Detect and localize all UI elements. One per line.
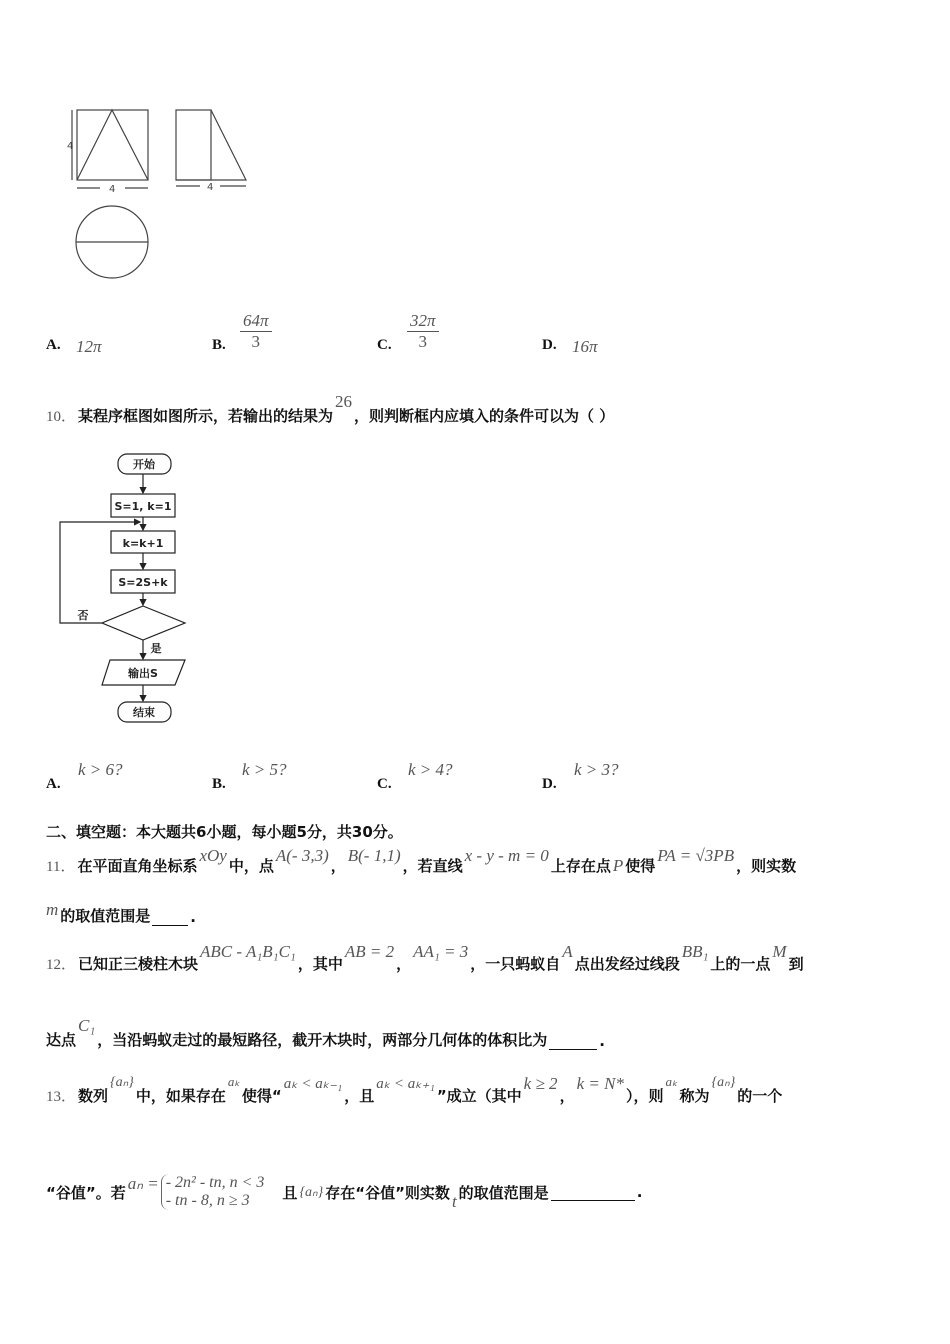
flow-output: 输出S bbox=[128, 667, 158, 680]
question-number: 10． bbox=[46, 409, 77, 425]
denominator: 3 bbox=[251, 332, 261, 351]
math: AA₁ = 3 bbox=[413, 942, 469, 961]
q10-text: ，则判断框内应填入的条件可以为（ ） bbox=[354, 407, 615, 425]
q9-option-b-letter: B. bbox=[212, 337, 226, 353]
q12-line1 bbox=[46, 942, 804, 974]
side-view-rect bbox=[176, 110, 211, 180]
text: 使得“ bbox=[241, 1087, 282, 1105]
flow-start: 开始 bbox=[133, 458, 155, 471]
case-1: - 2n² - tn, n < 3 bbox=[165, 1174, 265, 1191]
text: 存在“谷值”则实数 bbox=[325, 1183, 450, 1202]
flow-no-label: 否 bbox=[77, 609, 89, 622]
text: 到 bbox=[788, 955, 804, 973]
math: aₖ bbox=[665, 1074, 678, 1089]
three-view-figure bbox=[40, 100, 270, 290]
math: aₙ = bbox=[127, 1174, 159, 1193]
q10-option-a-letter: A. bbox=[46, 776, 61, 792]
numerator: 64π bbox=[240, 311, 272, 332]
question-number: 12． bbox=[46, 957, 77, 973]
math: aₖ bbox=[227, 1074, 240, 1089]
text: 点出发经过线段 bbox=[574, 955, 680, 973]
text: ，当沿蚂蚁走过的最短路径，截开木块时，两部分几何体的体积比为 bbox=[97, 1031, 548, 1049]
text: 中，如果存在 bbox=[135, 1087, 226, 1105]
text: “谷值”。若 bbox=[46, 1183, 126, 1202]
text: 已知正三棱柱木块 bbox=[78, 955, 199, 973]
question-number: 11． bbox=[46, 859, 76, 875]
q11-line2 bbox=[46, 900, 196, 926]
math: M bbox=[772, 942, 787, 961]
answer-blank[interactable] bbox=[152, 925, 188, 926]
text: 且 bbox=[282, 1183, 298, 1202]
math: t bbox=[451, 1192, 457, 1211]
text: 达点 bbox=[46, 1031, 77, 1049]
text: . bbox=[636, 1183, 643, 1201]
q9-option-c-letter: C. bbox=[377, 337, 392, 353]
q10-output-value: 26 bbox=[335, 392, 353, 411]
q9-option-c-fraction bbox=[407, 311, 439, 352]
section-heading: 二、填空题：本大题共6小题，每小题5分，共30分。 bbox=[46, 823, 403, 841]
math: A(- 3,3) bbox=[275, 846, 329, 865]
flow-step2: S=2S+k bbox=[118, 576, 168, 589]
text: ，且 bbox=[344, 1087, 375, 1105]
q10-option-c-letter: C. bbox=[377, 776, 392, 792]
text: ，若直线 bbox=[402, 857, 463, 875]
front-height-label: 4 bbox=[67, 141, 74, 152]
q10-stem bbox=[46, 392, 614, 426]
piecewise-cases bbox=[161, 1174, 265, 1210]
math: x - y - m = 0 bbox=[464, 846, 549, 865]
text: ，则实数 bbox=[736, 857, 797, 875]
flow-init: S=1, k=1 bbox=[114, 500, 172, 513]
q9-option-a-letter: A. bbox=[46, 337, 61, 353]
q10-option-d-letter: D. bbox=[542, 776, 557, 792]
q9-option-b-fraction bbox=[240, 311, 272, 352]
text: 称为 bbox=[679, 1087, 710, 1105]
case-2: - tn - 8, n ≥ 3 bbox=[165, 1192, 250, 1209]
text: ， bbox=[396, 955, 412, 973]
math: C₁ bbox=[78, 1016, 96, 1035]
q10-option-c-value: k > 4? bbox=[408, 760, 453, 779]
text: 上存在点 bbox=[550, 857, 611, 875]
text: 上的一点 bbox=[710, 955, 771, 973]
q10-option-b-value: k > 5? bbox=[242, 760, 287, 779]
q9-option-d-letter: D. bbox=[542, 337, 557, 353]
flow-end: 结束 bbox=[133, 706, 155, 719]
side-width-label: 4 bbox=[207, 182, 214, 193]
math: {aₙ} bbox=[110, 1075, 134, 1090]
math: A bbox=[562, 942, 573, 961]
math: k = N* bbox=[576, 1074, 624, 1093]
math: B(- 1,1) bbox=[347, 846, 401, 865]
math: ABC - A₁B₁C₁ bbox=[200, 942, 296, 961]
math: P bbox=[612, 856, 624, 875]
answer-blank[interactable] bbox=[549, 1049, 597, 1050]
q11-line1 bbox=[46, 846, 796, 876]
q9-option-d-value: 16π bbox=[572, 337, 598, 356]
q10-text: 某程序框图如图所示，若输出的结果为 bbox=[78, 407, 334, 425]
text: 的取值范围是 bbox=[458, 1183, 549, 1202]
text: 在平面直角坐标系 bbox=[77, 857, 198, 875]
text: ， bbox=[559, 1087, 575, 1105]
q10-option-b-letter: B. bbox=[212, 776, 226, 792]
text: . bbox=[190, 908, 196, 926]
front-width-label: 4 bbox=[109, 184, 116, 195]
flow-step1: k=k+1 bbox=[122, 537, 164, 550]
math: BB₁ bbox=[681, 942, 709, 961]
math: PA = √3PB bbox=[657, 846, 735, 865]
front-view-square bbox=[77, 110, 148, 180]
text: 中，点 bbox=[228, 857, 274, 875]
math: xOy bbox=[199, 846, 227, 865]
q13-line1 bbox=[46, 1074, 782, 1106]
math: {aₙ} bbox=[711, 1075, 736, 1090]
q10-option-a-value: k > 6? bbox=[78, 760, 123, 779]
answer-blank[interactable] bbox=[551, 1184, 635, 1201]
math: AB = 2 bbox=[344, 942, 395, 961]
text: ”成立（其中 bbox=[436, 1087, 522, 1105]
q12-line2 bbox=[46, 1016, 605, 1050]
text: 的一个 bbox=[737, 1087, 783, 1105]
denominator: 3 bbox=[418, 332, 428, 351]
q10-option-d-value: k > 3? bbox=[574, 760, 619, 779]
numerator: 32π bbox=[407, 311, 439, 332]
text: 数列 bbox=[78, 1087, 109, 1105]
math: aₖ < aₖ₊₁ bbox=[376, 1076, 435, 1092]
math: m bbox=[46, 900, 59, 919]
text: . bbox=[599, 1032, 605, 1050]
text: ），则 bbox=[625, 1087, 664, 1105]
question-number: 13． bbox=[46, 1089, 77, 1105]
text: 使得 bbox=[625, 857, 656, 875]
text: ，其中 bbox=[297, 955, 343, 973]
math: aₖ < aₖ₋₁ bbox=[283, 1076, 343, 1092]
q13-line2 bbox=[46, 1162, 642, 1222]
q9-option-a-value: 12π bbox=[76, 337, 102, 356]
math: {aₙ} bbox=[299, 1184, 324, 1200]
text: 的取值范围是 bbox=[60, 907, 151, 925]
text: ，一只蚂蚁自 bbox=[470, 955, 561, 973]
front-view-triangle bbox=[77, 110, 148, 180]
flowchart bbox=[50, 445, 200, 735]
text: ， bbox=[330, 857, 346, 875]
flow-yes-label: 是 bbox=[150, 642, 162, 655]
math: k ≥ 2 bbox=[523, 1074, 558, 1093]
